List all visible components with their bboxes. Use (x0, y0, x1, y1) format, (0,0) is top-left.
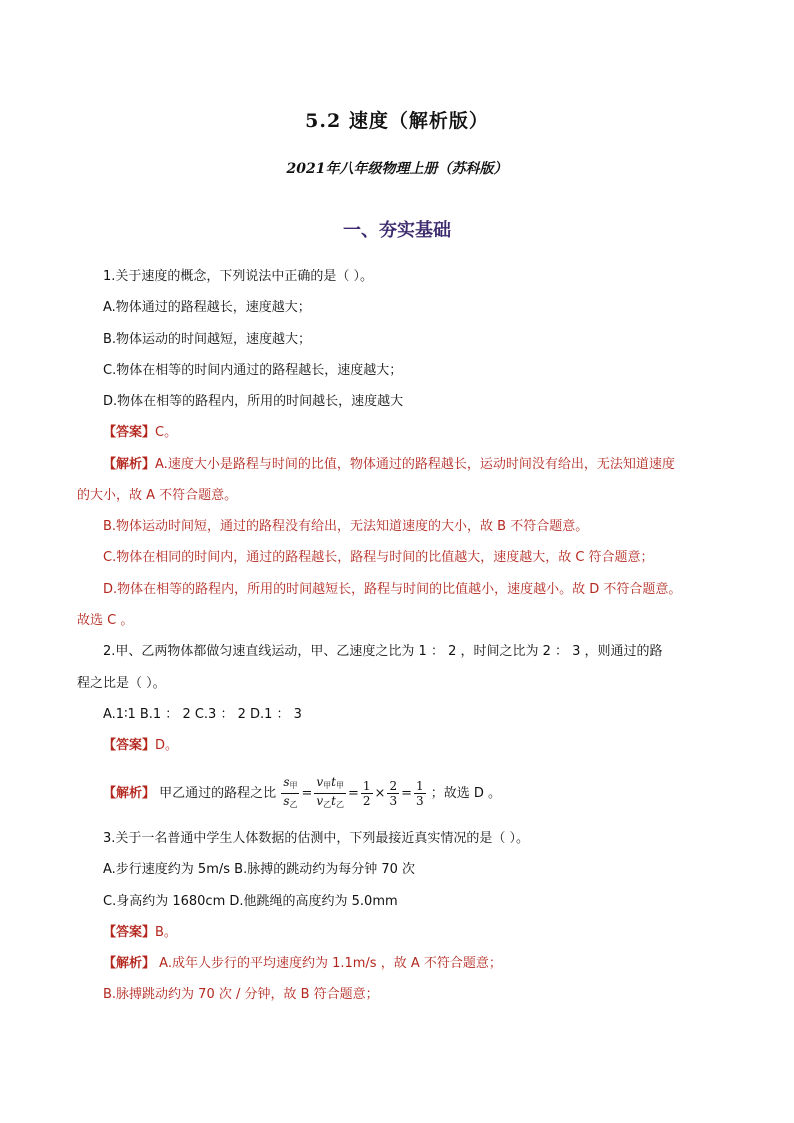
answer-tag: 【答案】 (103, 738, 156, 753)
equals-sign: = (301, 785, 313, 801)
answer-tag: 【答案】 (103, 425, 156, 440)
answer-value: D。 (155, 738, 179, 753)
q3-analysis-line-2: B.脉搏跳动约为 70 次 / 分钟，故 B 符合题意； (103, 987, 379, 1002)
analysis-text: A.速度大小是路程与时间的比值，物体通过的路程越长，运动时间没有给出，无法知道速度 (155, 457, 675, 472)
page-title: 5.2 速度（解析版） (305, 110, 489, 132)
times-sign: × (374, 785, 386, 801)
q1-analysis-line-1 (103, 456, 675, 474)
equals-sign: = (348, 785, 359, 801)
q3-answer (103, 924, 177, 942)
analysis-tag: 【解析】 (103, 457, 156, 472)
q1-analysis-line-5: D.物体在相等的路程内，所用的时间越短长，路程与时间的比值越小，速度越小。故 D 不符合题意。 (103, 582, 682, 597)
q1-analysis-line-6: 故选 C 。 (77, 613, 134, 628)
q1-option-d: D.物体在相等的路程内，所用的时间越长，速度越大 (103, 394, 404, 409)
analysis-tag: 【解析】 (103, 956, 156, 971)
formula-fraction-s-ratio: $\frac{s_甲}{s_乙}$ (283, 775, 298, 809)
analysis-tag: 【解析】 (103, 786, 156, 801)
q1-analysis-line-3: B.物体运动时间短，通过的路程没有给出，无法知道速度的大小，故 B 不符合题意。 (103, 519, 589, 534)
ratio-formula (280, 775, 430, 809)
formula-fraction-one-third: $\frac{1}{3}$ (416, 779, 424, 808)
q1-analysis-line-2: 的大小，故 A 不符合题意。 (77, 488, 238, 503)
q2-stem-line-2: 程之比是（ ）。 (77, 676, 166, 691)
answer-tag: 【答案】 (103, 925, 156, 940)
q1-answer (103, 424, 177, 442)
equals-sign: = (401, 785, 412, 801)
analysis-text: A.成年人步行的平均速度约为 1.1m/s ，故 A 不符合题意； (155, 956, 502, 971)
q2-options: A.1∶1 B.1 ： 2 C.3 ： 2 D.1 ： 3 (103, 707, 302, 722)
formula-fraction-two-thirds: $\frac{2}{3}$ (389, 779, 398, 808)
formula-fraction-vt-ratio: $\frac{v_甲t_甲}{v_乙t_乙}$ (316, 775, 344, 809)
q2-answer (103, 737, 178, 755)
q2-stem-line-1: 2.甲、乙两物体都做匀速直线运动，甲、乙速度之比为 1 ： 2 ，时间之比为 2 ： 3 ，则通过的路 (103, 644, 663, 659)
q1-option-a: A.物体通过的路程越长，速度越大； (103, 300, 311, 315)
analysis-prefix: 甲乙通过的路程之比 (159, 786, 277, 801)
q1-analysis-line-4: C.物体在相同的时间内，通过的路程越长，路程与时间的比值越大，速度越大，故 C 符合题意； (103, 550, 654, 565)
q3-analysis-line-1 (103, 955, 502, 973)
analysis-suffix: ；故选 D 。 (430, 786, 502, 801)
q1-option-b: B.物体运动的时间越短，速度越大； (103, 332, 312, 347)
q3-stem: 3.关于一名普通中学生人体数据的估测中，下列最接近真实情况的是（ ）。 (103, 831, 530, 846)
q3-options-line-2: C.身高约为 1680cm D.他跳绳的高度约为 5.0mm (103, 894, 398, 909)
page-subtitle: 2021年八年级物理上册（苏科版） (286, 161, 508, 177)
q3-options-line-1: A.步行速度约为 5m/s B.脉搏的跳动约为每分钟 70 次 (103, 862, 416, 877)
formula-fraction-one-half: $\frac{1}{2}$ (362, 779, 371, 808)
answer-value: C。 (155, 425, 178, 440)
q2-analysis (103, 775, 501, 812)
q1-option-c: C.物体在相等的时间内通过的路程越长，速度越大； (103, 363, 403, 378)
section-heading: 一、夯实基础 (343, 220, 451, 241)
answer-value: B。 (155, 925, 177, 940)
q1-stem: 1.关于速度的概念，下列说法中正确的是（ ）。 (103, 269, 374, 284)
